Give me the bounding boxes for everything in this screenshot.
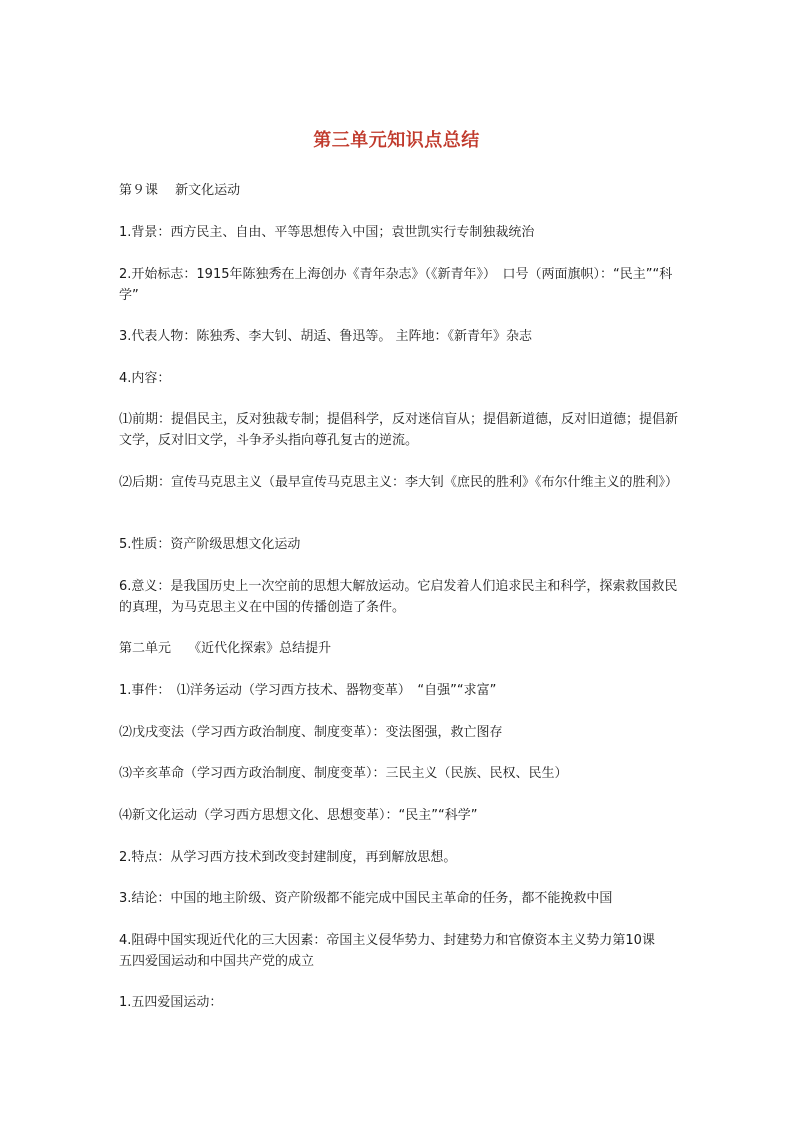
paragraph-revolution: ⑶辛亥革命（学习西方政治制度、制度变革）：三民主义（民族、民权、民生）	[119, 766, 568, 781]
paragraph-conclusion: 3.结论：中国的地主阶级、资产阶级都不能完成中国民主革命的任务，都不能挽救中国	[119, 891, 613, 906]
paragraph-late-period: ⑵后期：宣传马克思主义（最早宣传马克思主义：李大钊《庶民的胜利》《布尔什维主义的胜利》）	[119, 475, 679, 490]
paragraph-nature: 5.性质：资产阶级思想文化运动	[119, 537, 301, 552]
paragraph-background: 1.背景：西方民主、自由、平等思想传入中国；袁世凯实行专制独裁统治	[119, 225, 535, 240]
page-title: 第三单元知识点总结	[313, 130, 480, 151]
unit-heading: 第二单元 《近代化探索》总结提升	[119, 641, 332, 656]
paragraph-new-culture: ⑷新文化运动（学习西方思想文化、思想变革）：“民主”“科学”	[119, 808, 478, 823]
paragraph-content-heading: 4.内容：	[119, 371, 171, 386]
paragraph-features: 2.特点：从学习西方技术到改变封建制度，再到解放思想。	[119, 850, 457, 865]
paragraph-obstacles: 4.阻碍中国实现近代化的三大因素：帝国主义侵华势力、封建势力和官僚资本主义势力第10课 五四爱国运动和中国共产党的成立	[119, 933, 673, 969]
paragraph-significance: 6.意义：是我国历史上一次空前的思想大解放运动。它启发着人们追求民主和科学，探索救国救民的真理，为马克思主义在中国的传播创造了条件。	[119, 579, 678, 615]
paragraph-representatives: 3.代表人物：陈独秀、李大钊、胡适、鲁迅等。 主阵地：《新青年》杂志	[119, 329, 533, 344]
paragraph-start-marker: 2.开始标志：1915年陈独秀在上海创办《青年杂志》（《新青年》） 口号（两面旗帜）：“民主”“科学”	[119, 267, 673, 303]
paragraph-events: 1.事件： ⑴洋务运动（学习西方技术、器物变革） “自强”“求富”	[119, 683, 497, 698]
paragraph-reform: ⑵戊戌变法（学习西方政治制度、制度变革）：变法图强，救亡图存	[119, 725, 503, 740]
paragraph-early-period: ⑴前期：提倡民主，反对独裁专制；提倡科学，反对迷信盲从；提倡新道德，反对旧道德；提倡新文学，反对旧文学，斗争矛头指向尊孔复古的逆流。	[119, 412, 679, 448]
lesson-heading: 第９课 新文化运动	[119, 183, 241, 198]
paragraph-may-fourth: 1.五四爱国运动：	[119, 995, 223, 1010]
